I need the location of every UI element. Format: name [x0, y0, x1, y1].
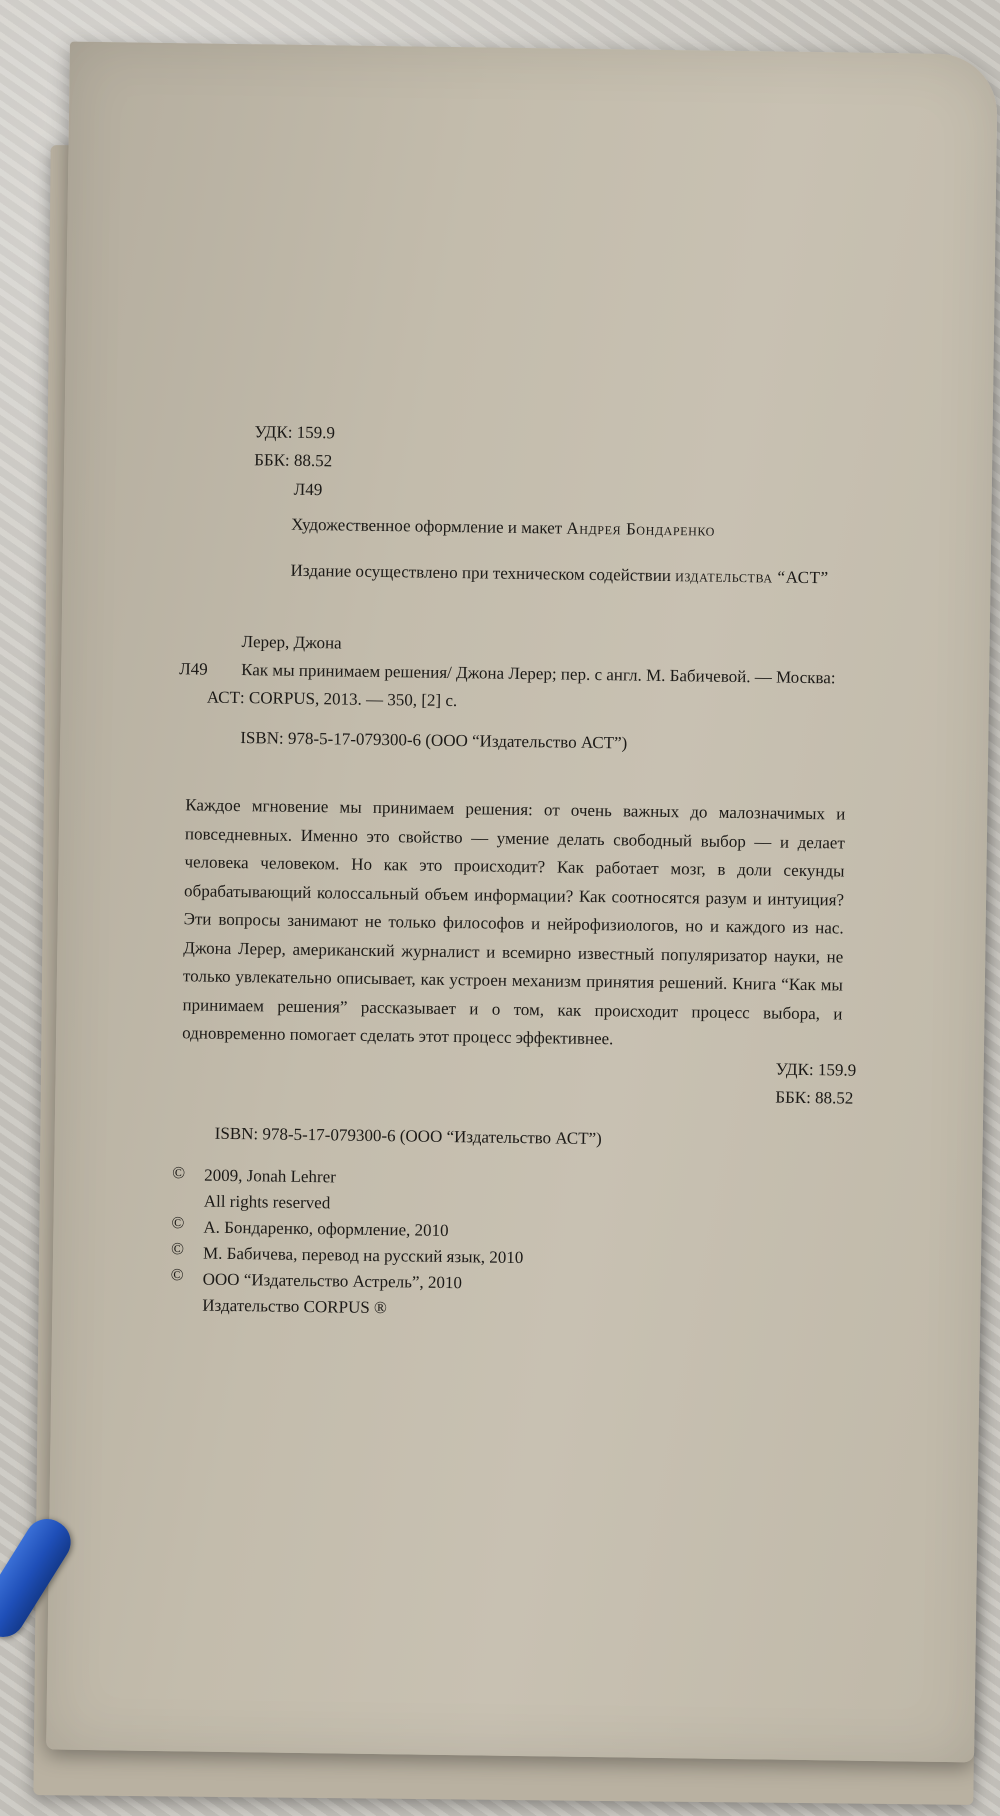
catalog-code: Л49 — [179, 659, 208, 679]
design-credit-prefix: Художественное оформление и макет — [291, 514, 563, 538]
catalog-isbn: ISBN: 978-5-17-079300-6 (ООО “Издательство АСТ”) — [240, 728, 628, 753]
copyright-line: 2009, Jonah Lehrer — [204, 1165, 336, 1187]
book-annotation: Каждое мгновение мы принимаем решения: от очень важных до малозначимых и повседневных. Именно это свойство — умение делать свободный выбор — и делает человека человеком. Но как это происходит? Как работает мозг, в доли секунды обрабатывающий колоссальный объем информации? Как соотносятся разум и интуиция? Эти вопросы занимают не только философов и нейрофизиологов, но и каждого из нас. Джона Лерер, американский журналист и всемирно известный популяризатор науки, не только увлекательно описывает, как устроен механизм принятия решений. Книга “Как мы принимаем решения” рассказывает и о том, как происходит процесс выбора, и одновременно помогает сделать этот процесс эффективнее. — [182, 795, 846, 1049]
copyright-line: All rights reserved — [203, 1191, 331, 1213]
copyright-line: М. Бабичева, перевод на русский язык, 2010 — [202, 1243, 524, 1268]
support-publisher: издательства “АСТ” — [675, 566, 829, 588]
author-mark: Л49 — [293, 479, 323, 500]
copyright-line: ООО “Издательство Астрель”, 2010 — [202, 1269, 463, 1293]
catalog-title-line: Как мы принимаем решения/ Джона Лерер; пер. с англ. М. Бабичевой. — Москва: — [241, 660, 836, 688]
copyright-symbol: © — [170, 1265, 184, 1285]
udk-code: УДК: 159.9 — [254, 422, 336, 443]
footer-udk: УДК: 159.9 — [775, 1059, 857, 1080]
support-credit-prefix: Издание осуществлено при техническом содействии — [290, 560, 672, 586]
catalog-author: Лерер, Джона — [241, 632, 342, 653]
copyright-line: А. Бондаренко, оформление, 2010 — [203, 1217, 449, 1241]
copyright-line: Издательство CORPUS ® — [202, 1295, 388, 1318]
footer-isbn: ISBN: 978-5-17-079300-6 (ООО “Издательство АСТ”) — [214, 1123, 602, 1149]
copyright-symbol: © — [172, 1163, 186, 1183]
book-page — [46, 42, 998, 1763]
copyright-symbol: © — [170, 1239, 185, 1259]
copyright-symbol: © — [171, 1213, 185, 1233]
footer-bbk: ББК: 88.52 — [775, 1087, 854, 1108]
bbk-code: ББК: 88.52 — [254, 450, 333, 471]
designer-name: Андрея Бондаренко — [566, 518, 716, 540]
catalog-publisher-line: АСТ: CORPUS, 2013. — 350, [2] с. — [206, 687, 458, 711]
